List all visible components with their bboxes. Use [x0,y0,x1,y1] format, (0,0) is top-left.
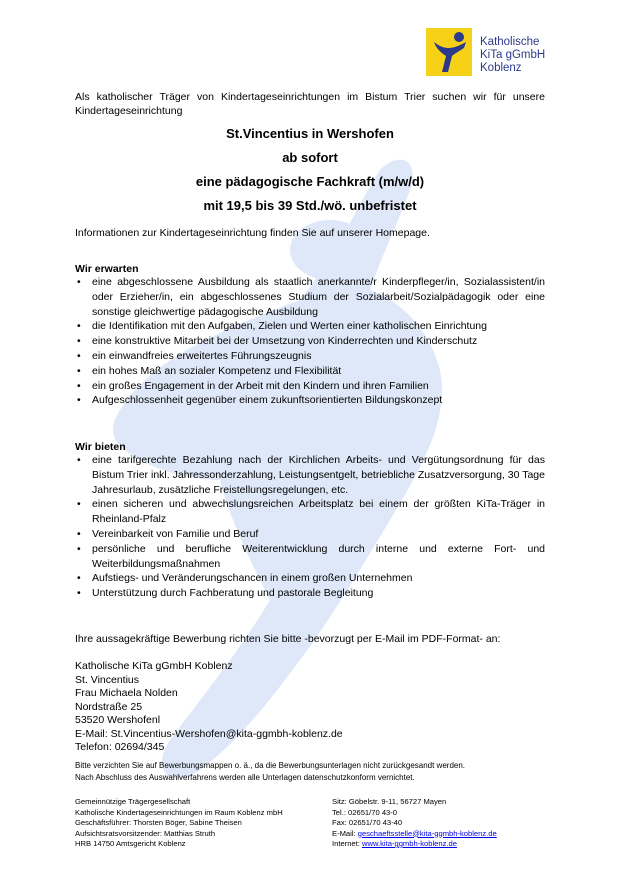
contact-email: E-Mail: St.Vincentius-Wershofen@kita-ggmbh-koblenz.de [75,727,343,740]
contact-address [75,660,343,755]
job-location: St.Vincentius in Wershofen [226,126,394,141]
footer-right [332,797,497,850]
list-item: • Aufgeschlossenheit gegenüber einem zukunftsorientierten Bildungskonzept [75,393,545,408]
footer-line: Gemeinnützige Trägergesellschaft [75,797,191,806]
note-line: Nach Abschluss des Auswahlverfahrens werden alle Unterlagen datenschutzkonform vernichtet. [75,773,415,782]
info-text: Informationen zur Kindertageseinrichtung finden Sie auf unserer Homepage. [75,227,430,239]
list-item: • die Identifikation mit den Aufgaben, Zielen und Werten einer katholischen Einrichtung [75,319,545,334]
email-label: E-Mail: [332,828,358,838]
footer-address: Sitz: Göbelstr. 9-11, 56727 Mayen [332,797,447,806]
list-item: • Unterstützung durch Fachberatung und pastorale Begleitung [75,586,545,601]
requirements-list [75,275,545,408]
notes [75,760,465,784]
list-item: • persönliche und berufliche Weiterentwicklung durch interne und externe Fort- und Weiterbildungsmaßnahmen [75,542,545,572]
section-wir-bieten [75,441,545,601]
list-item: • eine tarifgerechte Bezahlung nach der Kirchlichen Arbeits- und Vergütungsordnung für das Bistum Trier inkl. Jahressonderzahlung, Leistungsentgelt, betriebliche Zusatzversorgung, 30 Tage Jahresurlaub, zusätzliche Freistellungsregelungen, etc. [75,453,545,497]
intro-text: Als katholischer Träger von Kindertageseinrichtungen im Bistum Trier suchen wir für unsere Kindertageseinrichtung [75,91,545,117]
logo-mark [426,28,472,76]
footer-line: Aufsichtsratsvorsitzender: Matthias Struth [75,828,216,838]
address-line: Frau Michaela Nolden [75,687,178,699]
list-item: • eine abgeschlossene Ausbildung als staatlich anerkannte/r Kinderpfleger/in, Sozialassistent/in oder Erzieher/in, ein abgeschlossenes Studium der Sozialarbeit/Sozialpädagogik oder eine sonstige gleichwertige pädagogische Ausbildung [75,275,545,319]
note-line: Bitte verzichten Sie auf Bewerbungsmappen o. ä., da die Bewerbungsunterlagen nicht zurückgesandt werden. [75,761,466,770]
footer-phone: Tel.: 02651/70 43-0 [332,807,398,817]
address-line: St. Vincentius [75,673,140,686]
job-title: eine pädagogische Fachkraft (m/w/d) [195,174,425,189]
list-item: • ein hohes Maß an sozialer Kompetenz und Flexibilität [75,364,545,379]
section-wir-erwarten [75,263,545,408]
section-heading: Wir erwarten [75,263,139,275]
footer-line: HRB 14750 Amtsgericht Koblenz [75,839,186,848]
list-item: • eine konstruktive Mitarbeit bei der Umsetzung von Kinderrechten und Kinderschutz [75,334,545,349]
footer-email-link[interactable]: geschaeftsstelle@kita-ggmbh-koblenz.de [357,828,497,838]
logo-line: Koblenz [480,62,522,74]
footer-website-link[interactable]: www.kita-ggmbh-koblenz.de [361,839,457,848]
logo-line: KiTa gGmbH [480,49,546,61]
list-item: • Vereinbarkeit von Familie und Beruf [75,527,545,542]
list-item: • ein großes Engagement in der Arbeit mit den Kindern und ihren Familien [75,379,545,394]
footer-left [75,797,283,850]
list-item: • ein einwandfreies erweitertes Führungszeugnis [75,349,545,364]
list-item: • Aufstiegs- und Veränderungschancen in einem großen Unternehmen [75,571,545,586]
address-line: Katholische KiTa gGmbH Koblenz [75,660,233,672]
footer-fax: Fax: 02651/70 43-40 [332,818,403,827]
benefits-list [75,453,545,601]
job-start: ab sofort [282,150,338,165]
footer-line: Katholische Kindertageseinrichtungen im Raum Koblenz mbH [75,807,283,817]
contact-phone: Telefon: 02694/345 [75,741,165,753]
footer-line: Geschäftsführer: Thorsten Böger, Sabine Theisen [75,818,242,827]
logo-text [480,36,545,75]
apply-text: Ihre aussagekräftige Bewerbung richten Sie bitte -bevorzugt per E-Mail im PDF-Format- an: [75,633,501,645]
address-line: 53520 Wershofenl [75,714,161,726]
web-label: Internet: [332,839,362,848]
section-heading: Wir bieten [75,441,126,453]
address-line: Nordstraße 25 [75,700,143,713]
list-item: • einen sicheren und abwechslungsreichen Arbeitsplatz bei einem der größten KiTa-Träger in Rheinland-Pfalz [75,497,545,527]
logo-line: Katholische [480,36,540,48]
job-hours: mit 19,5 bis 39 Std./wö. unbefristet [203,198,417,213]
